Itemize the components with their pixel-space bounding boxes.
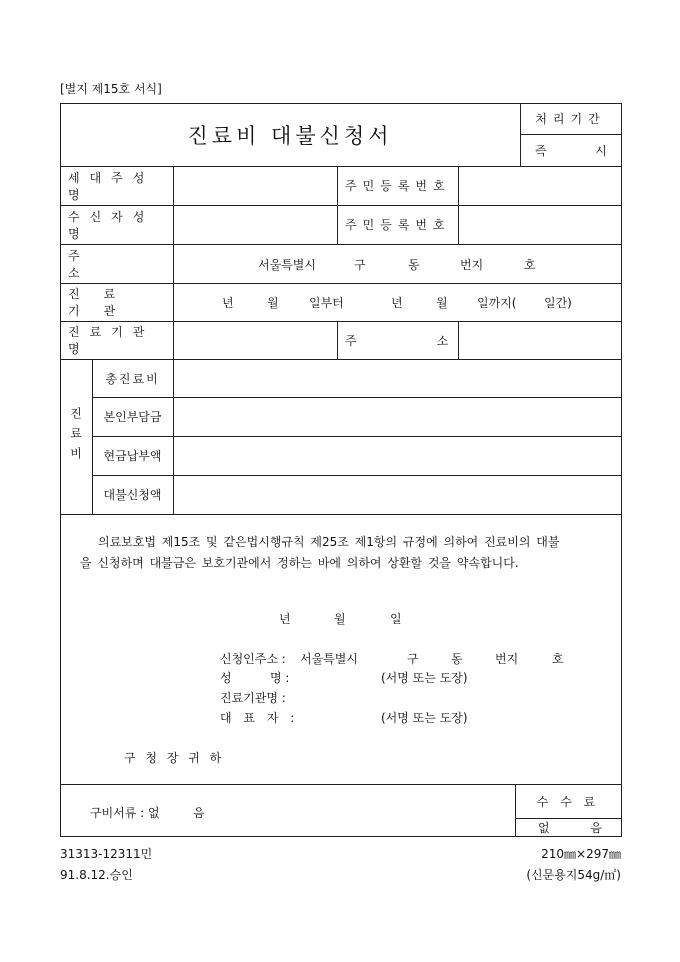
gu: 구 [354,258,366,272]
period-label: 진료기관 [68,287,140,318]
applicant-name-label-a: 성 [220,671,232,685]
applicant-institution-label: 진료기관명 : [220,691,286,705]
signature-or-seal-1: (서명 또는 도장) [381,671,468,685]
paper-type: (신문용지54g/㎡) [526,868,621,882]
institution-name-field[interactable] [174,322,336,358]
date-day: 일 [390,612,402,626]
applicant-city: 서울특별시 [300,652,358,666]
month-to: 월 [436,296,448,310]
day-from: 일부터 [309,296,344,310]
day-to: 일까지( [477,296,517,310]
advance-request-label: 대불신청액 [103,488,162,502]
self-pay-field[interactable] [174,398,620,435]
statement-line-2: 을 신청하며 대불금은 보호기관에서 정하는 바에 의하여 상환할 것을 약속합니다. [80,556,519,570]
self-pay-label: 본인부담금 [103,410,162,424]
total-fee-field[interactable] [174,360,620,396]
date-month: 월 [334,612,346,626]
dong: 동 [408,258,420,272]
fee-section-label: 진료비 [68,406,83,467]
applicant-beonji: 번지 [495,652,519,666]
ho: 호 [524,258,536,272]
applicant-gu: 구 [407,652,419,666]
fee-value [538,818,602,836]
cash-paid-field[interactable] [174,437,620,474]
cash-paid-label: 현금납부액 [103,449,162,463]
recipient-name-field[interactable] [174,206,336,243]
applicant-address-label: 신청인주소 : [220,652,286,666]
year-to: 년 [391,296,403,310]
required-documents-label: 구비서류 : 없 [90,806,160,820]
period-fill[interactable] [174,283,620,321]
applicant-dong: 동 [451,652,463,666]
processing-period-label: 처리기간 [535,112,606,126]
recipient-rrn-field[interactable] [459,206,619,243]
month-from: 월 [267,296,279,310]
value-b: 시 [595,143,607,158]
address-label [68,244,165,283]
statement-line-1: 의료보호법 제15조 및 같은법시행규칙 제25조 제1항의 규정에 의하여 진료비의 대불 [98,535,560,549]
rrn-label-1: 주민등록번호 [345,179,451,193]
recipient-name-label: 수신자성명 [68,209,155,241]
required-documents-value: 음 [193,806,205,820]
page-title: 진료비 대불신청서 [187,123,393,148]
inst-address-text: 주소 [345,333,529,348]
beonji: 번지 [460,258,484,272]
institution-address-label [345,321,529,359]
address-label-text: 주소 [68,248,160,280]
applicant-name-label-b: 명 : [270,671,290,685]
approval-date: 91.8.12.승인 [60,868,133,882]
date-year: 년 [279,612,291,626]
days-count: 일간) [544,296,572,310]
advance-request-field[interactable] [174,476,620,513]
form-number: [별지 제15호 서식] [60,82,162,96]
signature-or-seal-2: (서명 또는 도장) [381,711,468,725]
rrn-label-2: 주민등록번호 [345,218,451,232]
householder-rrn-field[interactable] [459,167,619,204]
householder-name-field[interactable] [174,167,336,204]
address-fill[interactable] [174,244,620,283]
year-from: 년 [222,296,234,310]
fee-value-a: 없 [538,820,550,835]
processing-period-value [535,134,607,166]
institution-address-field[interactable] [459,322,619,358]
addressee: 구 청 장 귀 하 [124,751,225,765]
institution-name-label: 진료기관명 [68,325,155,356]
householder-name-label: 세대주성명 [68,170,155,202]
applicant-ho: 호 [552,652,564,666]
form-code: 31313-12311민 [60,847,153,861]
fee-value-b: 음 [590,820,602,835]
total-fee-label: 총진료비 [105,371,160,386]
representative-label: 대 표 자 : [220,711,295,725]
value-a: 즉 [535,143,547,158]
fee-label: 수 수 료 [536,794,600,809]
paper-size: 210㎜×297㎜ [541,847,621,861]
city: 서울특별시 [258,258,316,272]
